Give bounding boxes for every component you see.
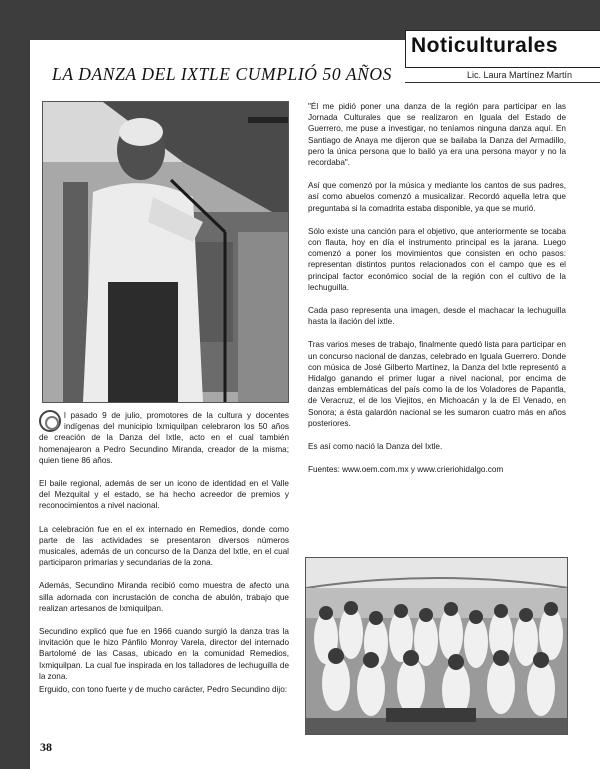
paragraph-left-5: Secundino explicó que fue en 1966 cuando surgió la danza tras la invitación que le hizo Pánfilo Monroy Varela, director del internado Bartolomé de las Casas, ubicado en la comunidad Remedios, Ixmiquilpan. La cual fue inspirada en los talladores de lechuguilla de la zona.	[39, 627, 289, 681]
right-text-column	[308, 101, 566, 487]
paragraph-right-4: Cada paso representa una imagen, desde el machacar la lechuguilla hasta la ilación del ixtle.	[308, 306, 566, 327]
paragraph-right-2: Así que comenzó por la música y mediante los cantos de sus padres, así como abuelos comenzó a musicalizar. Recordó aquella letra que preguntaba si la comadrita estaba disponible, ya que se murió.	[308, 181, 566, 213]
dancers-photo	[305, 557, 568, 735]
section-brand-box	[405, 30, 600, 68]
paragraph-right-1: "Él me pidió poner una danza de la región para participar en las Jornada Culturales que se realizaron en Iguala del Estado de Guerrero, me puse a investigar, no teníamos ninguna danza aquí. En Santiago de Anaya me dijeron que se bailaba la Danza del Armadillo, pero la única persona que lo bailó ya era una persona mayor y no la recordaba".	[308, 102, 566, 168]
paragraph-left-2: El baile regional, además de ser un icono de identidad en el Valle del Mezquital y el estado, se ha hecho acreedor de premios y reconocimientos a nivel nacional.	[39, 479, 289, 511]
paragraph-right-6: Es así como nació la Danza del Ixtle.	[308, 442, 443, 452]
section-brand-name: Noticulturales	[411, 34, 559, 57]
dropcap-e-icon	[39, 410, 61, 432]
paragraph-left-6: Erguido, con tono fuerte y de mucho carácter, Pedro Secundino dijo:	[39, 685, 288, 695]
paragraph-left-4: Además, Secundino Miranda recibió como muestra de afecto una silla adornada con incrustación de concha de abulón, trabajo que realizan artesanos de Ixmiquilpan.	[39, 581, 289, 613]
page-number: 38	[40, 740, 52, 754]
sources-line: Fuentes: www.oem.com.mx y www.crieriohidalgo.com	[308, 465, 504, 475]
paragraph-left-3: La celebración fue en el ex internado en Remedios, donde como parte de las actividades se presentaron diversos números musicales, además de un concurso de la Danza del Ixtle, en el cual participaron primarias y secundarias de la zona.	[39, 524, 289, 568]
dancers-photo-graphic	[306, 558, 568, 735]
author-byline: Lic. Laura Martínez Martín	[467, 70, 573, 80]
left-text-column	[39, 410, 289, 707]
speaker-photo-graphic	[43, 102, 289, 403]
paragraph-right-3: Sólo existe una canción para el objetivo, que anteriormente se tocaba con flauta, hoy en día el instrumento principal es la jarana. Luego comenzó a poner los movimientos que consisten en ocho pasos: representan distintos puntos relacionados con el campo que es el principal factor económico social de la región con el cultivo de la lechuguilla.	[308, 226, 566, 292]
article-title: LA DANZA DEL IXTLE CUMPLIÓ 50 AÑOS	[52, 64, 392, 84]
speaker-photo	[42, 101, 289, 403]
paragraph-intro: l pasado 9 de julio, promotores de la cultura y docentes indígenas del municipio Ixmiquilpan celebraron los 50 años de creación de la Danza del Ixtle, acto en el cual también homenajearon a Pedro Secundino Miranda, creador de la misma; quien tiene 86 años.	[39, 411, 289, 465]
paragraph-right-5: Tras varios meses de trabajo, finalmente quedó lista para participar en un concurso nacional de danzas, celebrado en Iguala Guerrero. Donde con música de José Gilberto Martínez, la Danza del Ixtle representó a Hidalgo ganando el primer lugar a nivel nacional, por encima de danzas emblemáticas del país como la de los Voladores de Papantla, de Veracruz, el de los Viejitos, en Michoacán y la de El Venado, en Sonora; a ésta galardón nacional se les sumaron cuatro más en años posteriores.	[308, 340, 566, 428]
header-rule	[405, 82, 600, 83]
